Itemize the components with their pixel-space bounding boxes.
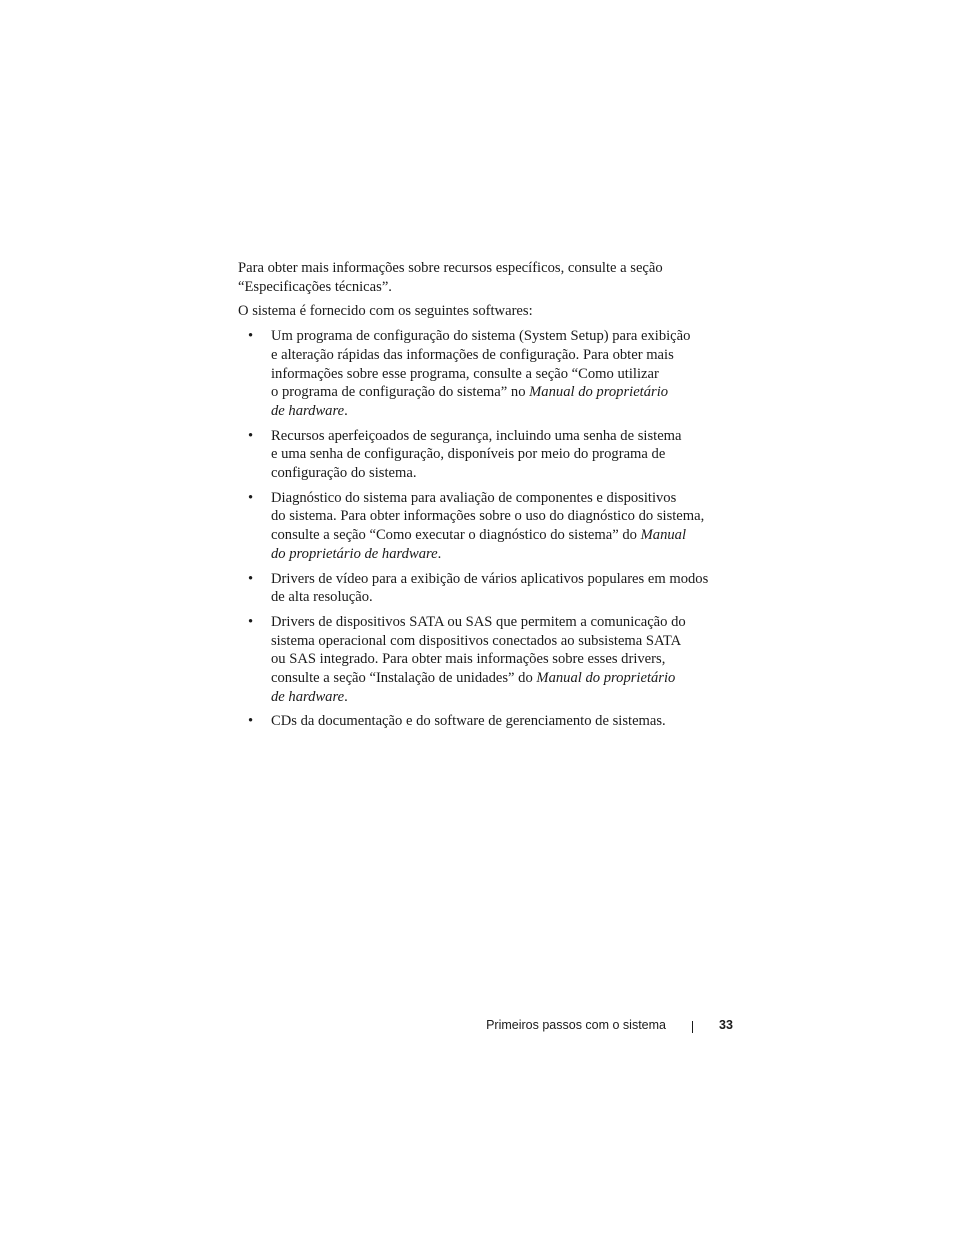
list-item-line: Drivers de vídeo para a exibição de vários aplicativos populares em modos xyxy=(271,570,709,587)
list-item-line xyxy=(271,383,738,402)
list-item-line xyxy=(271,545,738,564)
list-item xyxy=(238,613,738,707)
footer-chapter-title: Primeiros passos com o sistema xyxy=(486,1018,666,1032)
list-item-italic: Manual xyxy=(640,527,687,544)
intro-paragraph xyxy=(238,259,738,296)
bullet-icon: • xyxy=(248,613,254,630)
list-item-line: CDs da documentação e do software de gerenciamento de sistemas. xyxy=(271,713,666,730)
list-item xyxy=(238,427,738,483)
list-item-line: Diagnóstico do sistema para avaliação de componentes e dispositivos xyxy=(271,489,677,506)
list-item-italic: de hardware xyxy=(271,688,345,705)
document-body xyxy=(238,259,738,737)
list-item-line: Um programa de configuração do sistema (System Setup) para exibição xyxy=(271,328,691,345)
list-item-italic: Manual do proprietário xyxy=(529,384,669,401)
intro-line-2: “Especificações técnicas”. xyxy=(238,278,392,295)
intro-line-1: Para obter mais informações sobre recursos específicos, consulte a seção xyxy=(238,260,663,276)
list-item-line xyxy=(271,402,738,421)
list-item-line: de alta resolução. xyxy=(271,589,373,606)
bullet-icon: • xyxy=(248,328,254,345)
software-list xyxy=(238,327,738,731)
list-item-line: configuração do sistema. xyxy=(271,465,417,482)
list-item-line xyxy=(271,688,738,707)
bullet-icon: • xyxy=(248,489,254,506)
list-item-italic: do proprietário de hardware xyxy=(271,545,438,562)
list-item xyxy=(238,712,738,731)
list-item-line xyxy=(271,526,738,545)
page-number: 33 xyxy=(719,1018,733,1032)
list-item-text: consulte a seção “Como executar o diagnóstico do sistema” do xyxy=(271,527,641,544)
list-item-line: informações sobre esse programa, consulte a seção “Como utilizar xyxy=(271,365,659,382)
list-item-line: sistema operacional com dispositivos conectados ao subsistema SATA xyxy=(271,632,682,649)
lead-paragraph: O sistema é fornecido com os seguintes softwares: xyxy=(238,303,533,320)
page-footer xyxy=(0,1016,954,1036)
bullet-icon: • xyxy=(248,427,254,444)
list-item-line: e uma senha de configuração, disponíveis por meio do programa de xyxy=(271,446,666,463)
list-item-italic: Manual do proprietário xyxy=(536,670,676,687)
list-item-line: do sistema. Para obter informações sobre o uso do diagnóstico do sistema, xyxy=(271,508,705,525)
list-item-text: consulte a seção “Instalação de unidades” do xyxy=(271,670,537,687)
bullet-icon: • xyxy=(248,713,254,730)
list-item-line xyxy=(271,669,738,688)
list-item-line: e alteração rápidas das informações de configuração. Para obter mais xyxy=(271,346,674,363)
list-item-text: o programa de configuração do sistema” no xyxy=(271,384,530,401)
list-item xyxy=(238,489,738,564)
list-item-tail: . xyxy=(344,402,348,419)
list-item-tail: . xyxy=(344,688,348,705)
footer-divider xyxy=(692,1021,693,1033)
bullet-icon: • xyxy=(248,570,254,587)
list-item-line: Recursos aperfeiçoados de segurança, incluindo uma senha de sistema xyxy=(271,427,682,444)
list-item-italic: de hardware xyxy=(271,402,345,419)
list-item xyxy=(238,570,738,607)
list-item xyxy=(238,327,738,421)
list-item-line: Drivers de dispositivos SATA ou SAS que permitem a comunicação do xyxy=(271,613,686,630)
list-item-line: ou SAS integrado. Para obter mais informações sobre esses drivers, xyxy=(271,651,666,668)
list-item-tail: . xyxy=(437,545,442,562)
